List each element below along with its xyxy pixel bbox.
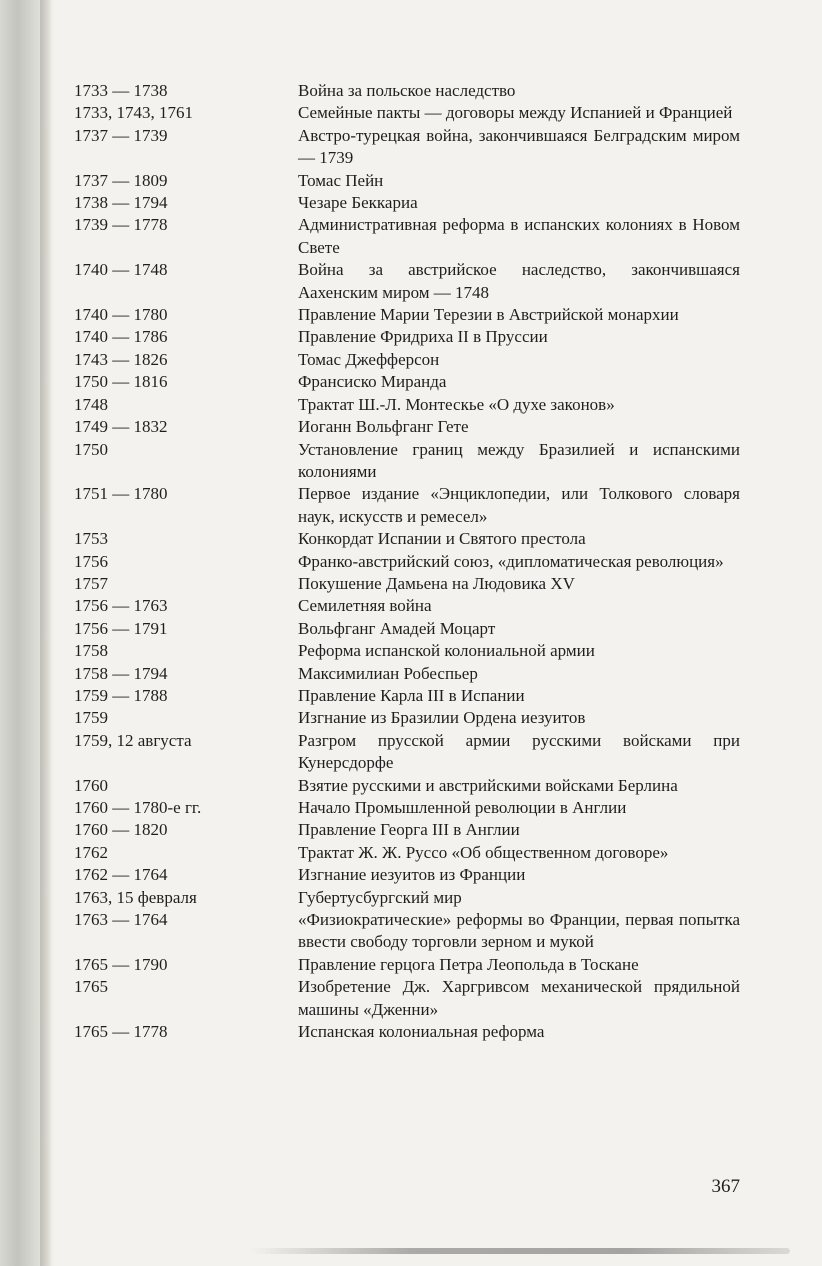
entry-event: Изгнание из Бразилии Ордена иезуитов xyxy=(298,708,586,728)
entry-date: 1750 xyxy=(74,439,108,459)
entry-date: 1750 — 1816 xyxy=(74,372,168,392)
entry-event: Правление Марии Терезии в Австрийской монархии xyxy=(298,305,679,325)
entry-event: Взятие русскими и австрийскими войсками Берлина xyxy=(298,775,678,795)
entry-event: Максимилиан Робеспьер xyxy=(298,663,478,683)
entry-date: 1743 — 1826 xyxy=(74,349,168,369)
entry-date: 1758 — 1794 xyxy=(74,663,168,683)
entry-event: Административная реформа в испанских колониях в Новом Свете xyxy=(298,215,740,257)
chronology-row xyxy=(74,80,740,102)
entry-date: 1749 — 1832 xyxy=(74,417,168,437)
entry-date: 1759 xyxy=(74,708,108,728)
chronology-row xyxy=(74,819,740,841)
entry-event: Война за польское наследство xyxy=(298,81,516,100)
entry-event: Иоганн Вольфганг Гете xyxy=(298,417,469,437)
chronology-row xyxy=(74,1021,740,1043)
entry-date: 1765 xyxy=(74,977,108,997)
chronology-row xyxy=(74,349,740,371)
chronology-row xyxy=(74,909,740,954)
entry-date: 1740 — 1786 xyxy=(74,327,168,347)
entry-event: Установление границ между Бразилией и испанскими колониями xyxy=(298,439,740,481)
chronology-row xyxy=(74,887,740,909)
entry-date: 1765 — 1790 xyxy=(74,954,168,974)
page-number: 367 xyxy=(711,1176,740,1197)
chronology-row xyxy=(74,371,740,393)
chronology-row xyxy=(74,326,740,348)
chronology-row xyxy=(74,192,740,214)
chronology-row xyxy=(74,304,740,326)
entry-date: 1739 — 1778 xyxy=(74,215,168,235)
chronology-row xyxy=(74,394,740,416)
entry-event: Семилетняя война xyxy=(298,596,432,616)
entry-event: Франсиско Миранда xyxy=(298,372,447,392)
entry-date: 1737 — 1809 xyxy=(74,170,168,190)
entry-date: 1760 — 1780-е гг. xyxy=(74,798,202,817)
chronology-row xyxy=(74,976,740,1021)
entry-event: Конкордат Испании и Святого престола xyxy=(298,529,586,549)
chronology-row xyxy=(74,640,740,662)
chronology-row xyxy=(74,125,740,170)
chronology-row xyxy=(74,416,740,438)
entry-date: 1758 xyxy=(74,641,108,661)
entry-date: 1762 — 1764 xyxy=(74,865,168,885)
chronology-row xyxy=(74,707,740,729)
entry-event: Разгром прусской армии русскими войсками при Кунерсдорфе xyxy=(298,730,740,773)
entry-event: Правление Георга III в Англии xyxy=(298,820,520,840)
entry-date: 1762 xyxy=(74,842,108,862)
entry-date: 1756 — 1791 xyxy=(74,618,168,638)
entry-event: Правление Карла III в Испании xyxy=(298,685,525,705)
entry-event: Семейные пакты — договоры между Испанией и Францией xyxy=(298,103,733,123)
entry-date: 1759, 12 августа xyxy=(74,730,192,750)
entry-date: 1748 xyxy=(74,394,108,414)
entry-event: Война за австрийское наследство, закончившаяся Аахенским миром — 1748 xyxy=(298,260,740,302)
chronology-table xyxy=(74,80,740,1043)
chronology-row xyxy=(74,483,740,528)
entry-date: 1760 xyxy=(74,775,108,795)
entry-event: Трактат Ж. Ж. Руссо «Об общественном договоре» xyxy=(298,842,669,862)
entry-event: Испанская колониальная реформа xyxy=(298,1022,545,1042)
entry-event: Вольфганг Амадей Моцарт xyxy=(298,618,496,638)
chronology-row xyxy=(74,528,740,550)
entry-event: Реформа испанской колониальной армии xyxy=(298,641,595,661)
chronology-row xyxy=(74,551,740,573)
entry-date: 1756 — 1763 xyxy=(74,596,168,616)
page-bottom-edge xyxy=(250,1248,790,1254)
chronology-row xyxy=(74,170,740,192)
chronology-row xyxy=(74,439,740,484)
entry-event: Правление Фридриха II в Пруссии xyxy=(298,327,548,347)
gutter-shadow xyxy=(40,0,54,1266)
chronology-row xyxy=(74,102,740,124)
chronology-row xyxy=(74,954,740,976)
chronology-row xyxy=(74,685,740,707)
chronology-row xyxy=(74,775,740,797)
chronology-row xyxy=(74,730,740,775)
entry-event: Франко-австрийский союз, «дипломатическая революция» xyxy=(298,551,724,571)
entry-date: 1760 — 1820 xyxy=(74,820,168,840)
entry-date: 1740 — 1748 xyxy=(74,260,168,280)
entry-event: Губертусбургский мир xyxy=(298,887,462,907)
entry-event: Чезаре Беккариа xyxy=(298,193,418,213)
entry-event: Начало Промышленной революции в Англии xyxy=(298,798,627,817)
entry-date: 1763 — 1764 xyxy=(74,910,168,930)
chronology-row xyxy=(74,797,740,819)
entry-event: Трактат Ш.-Л. Монтескье «О духе законов» xyxy=(298,394,615,414)
entry-event: Томас Джефферсон xyxy=(298,349,440,369)
entry-event: Покушение Дамьена на Людовика XV xyxy=(298,573,575,593)
entry-date: 1759 — 1788 xyxy=(74,685,168,705)
entry-event: Правление герцога Петра Леопольда в Тоскане xyxy=(298,954,639,974)
entry-date: 1763, 15 февраля xyxy=(74,887,197,907)
chronology-row xyxy=(74,595,740,617)
chronology-row xyxy=(74,573,740,595)
entry-event: «Физиократические» реформы во Франции, первая попытка ввести свободу торговли зерном и мукой xyxy=(298,910,740,952)
entry-event: Первое издание «Энциклопедии, или Толкового словаря наук, искусств и ремесел» xyxy=(298,484,740,526)
entry-date: 1757 xyxy=(74,573,108,593)
chronology-row xyxy=(74,842,740,864)
entry-date: 1765 — 1778 xyxy=(74,1022,168,1042)
entry-event: Изгнание иезуитов из Франции xyxy=(298,865,526,885)
chronology-row xyxy=(74,214,740,259)
chronology-row xyxy=(74,663,740,685)
entry-event: Австро-турецкая война, закончившаяся Белградским миром — 1739 xyxy=(298,125,740,168)
entry-date: 1737 — 1739 xyxy=(74,125,168,145)
entry-date: 1738 — 1794 xyxy=(74,193,168,213)
entry-event: Изобретение Дж. Харгривсом механической прядильной машины «Дженни» xyxy=(298,977,740,1019)
chronology-row xyxy=(74,618,740,640)
chronology-row xyxy=(74,864,740,886)
entry-date: 1751 — 1780 xyxy=(74,484,168,504)
entry-event: Томас Пейн xyxy=(298,170,384,190)
chronology-row xyxy=(74,259,740,304)
entry-date: 1753 xyxy=(74,529,108,549)
entry-date: 1740 — 1780 xyxy=(74,305,168,325)
entry-date: 1733, 1743, 1761 xyxy=(74,103,193,123)
entry-date: 1756 xyxy=(74,551,108,571)
entry-date: 1733 — 1738 xyxy=(74,81,168,100)
